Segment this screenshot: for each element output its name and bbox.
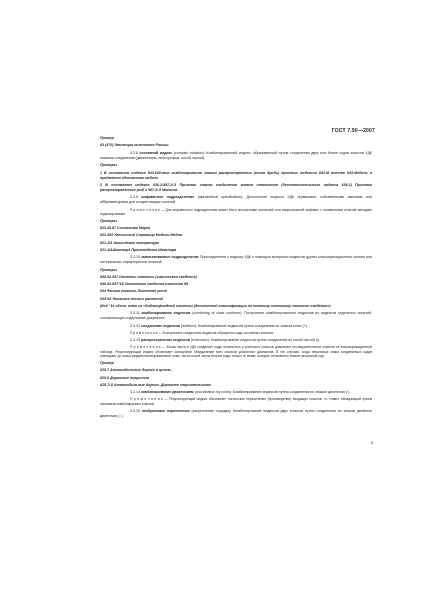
clause-number: 3.3.12	[130, 323, 140, 328]
example-label: Примеры	[100, 267, 117, 272]
page-number: 5	[370, 440, 373, 445]
term-definition: (закрепление порядка): Комбинирование индексов двух классов путем соединения их знаком двойного двоеточия (::).	[100, 408, 372, 419]
example-line: 546.92-637 Изотопы платины (химическая сведения)	[100, 275, 197, 280]
term-paragraph	[100, 390, 372, 395]
term-name: алфавитное подразделение	[141, 194, 195, 199]
term-paragraph	[100, 255, 372, 265]
clause-number: 3.3.11	[130, 310, 140, 315]
term-paragraph	[100, 324, 372, 329]
term-definition: Присоединение к индексу УДК с помощью астериска индексов других классификационных систем или литеральных характеристик понятий.	[100, 255, 373, 265]
term-paragraph	[100, 195, 372, 205]
example-line: 634*16 Экология лесных растений	[100, 296, 163, 301]
term-definition: (extension): Комбинирование индексов путем соединения их косой чертой (/).	[191, 337, 321, 342]
term-name: комбинирование индексов	[141, 310, 191, 315]
example-line: 821.111 Английская литература	[100, 240, 159, 245]
term-definition: (coordination by colon): Комбинирование индексов путем соединения их знаком двоеточия (:).	[194, 390, 351, 395]
clause-number: 3.3.8	[130, 150, 138, 155]
clause-number: 3.3.9	[130, 194, 138, 199]
note-paragraph: П р и м е ч а н и е — Для алфавитного подразделения может быть использован латинский или национальный алфавит с оглавлением понятий методике индексирования.	[100, 207, 372, 217]
example-line: 623.45.67 Системная Марка	[100, 226, 150, 231]
term-definition: (combining of class numbers): Построение комбинированных индексов из индексов отдельных понятий, составляющих содержание документа.	[100, 310, 373, 321]
term-definition: (complex notation): Комбинированный индекс, образованный путем соединения двух или более кодов классов УДК знаками соединения (двоеточием, апострофом, косой чертой).	[100, 150, 373, 160]
note-paragraph: П р и м е ч а н и е — Результирующий индекс обозначает логическое пересечение (произведение) входящих классов, то ставит, обладающий прием признаков комбинируемых классов.	[100, 397, 372, 407]
term-paragraph	[100, 151, 372, 161]
term-name: комбинирование двоеточием	[141, 390, 194, 395]
example-line: 821.111Шекспир4 Произведения Шекспира	[100, 247, 177, 252]
standard-header: ГОСТ 7.90—2007	[331, 128, 375, 134]
example-line: 1 В составном индексе 843.645:тип комбинирования знаком распространения (косая дробь) простых индексов 843.М вместо 843.Мебель и предметов обстановки мебель.	[100, 170, 372, 180]
term-name: соединение индексов	[141, 323, 181, 328]
example-line: 625.7 Автомобильные дороги в целом...	[100, 368, 174, 373]
example-line: (Кой "16 обозн. взят из «библиофондной системы (десятичной классификации по темному ключевому значению сведения»)	[100, 303, 331, 308]
example-line: 634 Физика космоса. Листовой рост	[100, 289, 167, 294]
example-label: Пример	[100, 136, 114, 140]
term-name: распространение индексов	[141, 337, 191, 342]
term-paragraph	[100, 409, 372, 419]
document-body	[100, 136, 372, 421]
term-paragraph	[100, 338, 372, 343]
example-label: Пример	[100, 361, 114, 366]
example-line: 546.92-637*18 Химические сведения изотопов 85	[100, 282, 189, 287]
example-line: 2 В составном индексе 636.2:597.2/.5 Признаки знаком соединения знаком отношения (безотносительного индекса 636.2) Признаки распространённые рыб к 597.2/.5 Мясным.	[100, 182, 372, 192]
term-name: составной индекс	[139, 150, 173, 155]
clause-number: 3.3.15	[130, 408, 140, 413]
example-line: 625.7/.8 Автомобильные дороги. Дорожное строительство	[100, 382, 211, 387]
term-definition: (addition): Комбинирование индексов путем соединения их знаком плюс (+).	[181, 323, 309, 328]
note-paragraph: П р и м е ч а н и е — В результате соединения индексов образуется коды составных классов.	[130, 330, 274, 335]
clause-number: 3.3.10	[130, 255, 140, 260]
term-definition: (alphabetical specification): Дополнение индекса УДК терминами, собственными именами или аббревиатурами для конкретизации понятий.	[100, 194, 373, 205]
term-name: необратимое пересечение	[141, 408, 190, 413]
example-line: 63 (470) Эволюция колонитов России	[100, 143, 169, 148]
example-line: 623.454 Увесистый Страница Модели Медиа	[100, 233, 182, 238]
clause-number: 3.3.14	[130, 390, 140, 395]
term-name: заимствованное подразделение	[141, 255, 199, 260]
note-paragraph: П р и м е ч а н и е — Косая черта в УДК соединяет коды начального и конечного классов диапазона последовательных классов по классификационной таблице. Результирующий индекс обозначает совокупное объединение всех классов указанного диапазона. В тех случаях, когда начальные знаки соединяемых кодов совпадают до знака разделения выражаемый точке, после косой черты вторые коды только те знаки, которые отличаются знаков начальный код.	[100, 345, 372, 359]
clause-number: 3.3.13	[130, 337, 140, 342]
example-label: Примеры	[100, 163, 117, 168]
example-line: 625.8 Дорожные покрытия	[100, 375, 149, 380]
term-paragraph	[100, 311, 372, 321]
example-label: Примеры	[100, 218, 117, 223]
